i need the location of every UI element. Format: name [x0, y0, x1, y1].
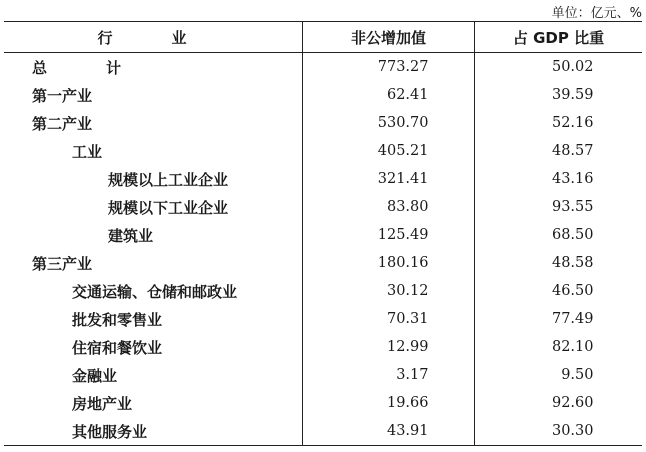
table-row — [4, 277, 642, 305]
header-industry — [4, 22, 302, 52]
unit-label: 单位：亿元、% — [551, 6, 642, 21]
row-value: 43.91 — [302, 417, 474, 445]
row-label: 住宿和餐饮业 — [72, 338, 163, 357]
row-share: 39.59 — [474, 81, 642, 109]
row-share: 82.10 — [474, 333, 642, 361]
row-share: 48.58 — [474, 249, 642, 277]
row-value: 125.49 — [302, 221, 474, 249]
table-row — [4, 361, 642, 389]
table-row — [4, 333, 642, 361]
row-share: 43.16 — [474, 165, 642, 193]
table-row — [4, 389, 642, 417]
row-value: 773.27 — [302, 53, 474, 81]
row-label: 房地产业 — [72, 394, 133, 413]
row-share: 30.30 — [474, 417, 642, 445]
row-value: 12.99 — [302, 333, 474, 361]
table-row — [4, 165, 642, 193]
row-share: 77.49 — [474, 305, 642, 333]
row-share: 92.60 — [474, 389, 642, 417]
row-value: 62.41 — [302, 81, 474, 109]
table-header-row — [4, 22, 642, 53]
header-value: 非公增加值 — [302, 22, 474, 52]
row-value: 530.70 — [302, 109, 474, 137]
table-row — [4, 109, 642, 137]
row-label: 第一产业 — [32, 86, 93, 105]
table-row — [4, 137, 642, 165]
row-label: 工业 — [72, 142, 103, 161]
data-table — [4, 21, 642, 446]
row-label: 规模以下工业企业 — [108, 198, 229, 217]
row-share: 9.50 — [474, 361, 642, 389]
row-label: 规模以上工业企业 — [108, 170, 229, 189]
row-label: 其他服务业 — [72, 422, 148, 441]
row-share: 46.50 — [474, 277, 642, 305]
row-label: 第三产业 — [32, 254, 93, 273]
header-industry-label: 行 业 — [97, 28, 209, 47]
row-value: 70.31 — [302, 305, 474, 333]
header-share: 占 GDP 比重 — [474, 22, 642, 52]
table-row — [4, 221, 642, 249]
row-value: 321.41 — [302, 165, 474, 193]
table-row — [4, 81, 642, 109]
row-share: 50.02 — [474, 53, 642, 81]
row-value: 83.80 — [302, 193, 474, 221]
table-row — [4, 417, 642, 445]
row-value: 405.21 — [302, 137, 474, 165]
row-value: 19.66 — [302, 389, 474, 417]
row-share: 68.50 — [474, 221, 642, 249]
row-label: 第二产业 — [32, 114, 93, 133]
row-value: 3.17 — [302, 361, 474, 389]
table-row — [4, 53, 642, 81]
row-value: 180.16 — [302, 249, 474, 277]
table-row — [4, 249, 642, 277]
row-label: 批发和零售业 — [72, 310, 163, 329]
table-row — [4, 305, 642, 333]
table-row — [4, 193, 642, 221]
row-value: 30.12 — [302, 277, 474, 305]
row-label: 交通运输、仓储和邮政业 — [72, 282, 238, 301]
row-share: 48.57 — [474, 137, 642, 165]
row-share: 93.55 — [474, 193, 642, 221]
row-label: 建筑业 — [108, 226, 154, 245]
row-label: 总 计 — [32, 58, 144, 77]
row-label: 金融业 — [72, 366, 118, 385]
row-share: 52.16 — [474, 109, 642, 137]
